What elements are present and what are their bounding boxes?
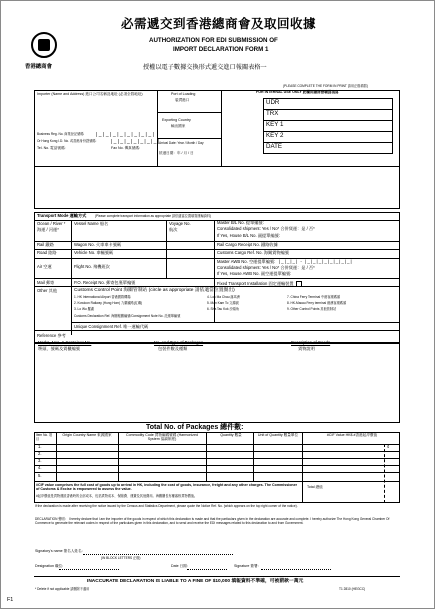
col-cif-value: #CIF Value HK$ #香港起岸價值 [326, 433, 378, 437]
cif-note-zh: #起岸價值是貨物運抵香港時的全部成本，包括貨物成本、保險費、運費及其他費用。海關關長有權審核貨物價值。 [36, 494, 198, 498]
rail-label: Rail 鐵路 [37, 242, 54, 247]
house-bl-label: If Yes, House B/L No. 副提單編號: [217, 233, 280, 238]
control-point-7[interactable]: 7. China Ferry Terminal 中港客運碼頭 [287, 295, 341, 299]
signature-field[interactable] [261, 569, 331, 570]
vehicle-label: Vehicle No. 車輛號碼 [74, 250, 114, 255]
table-row[interactable]: 3. [38, 458, 42, 463]
br-field[interactable]: |_|_|_|_|_|_|_|_| [96, 132, 156, 138]
master-awb-label: Master AWB No. 空運提單編號: [217, 259, 276, 264]
title-en-2: IMPORT DECLARATION FORM 1 [173, 46, 269, 53]
importer-label: Importer (Name and Address) 進口公司名稱及地址 (必須全寫地址) [37, 92, 143, 96]
master-awb-field[interactable]: |_|_|_| - |_|_|_|_|_|_|_|_| [279, 259, 353, 264]
internal-field-date: DATE [266, 143, 283, 150]
col-unit-of-quantity: Unit of Quantity 數量單位 [257, 433, 299, 437]
fixed-transport-label: Fixed Transport Installation 固定運輸裝置 [217, 281, 302, 287]
tel-label: Tel. No. 電話號碼: [37, 146, 66, 150]
cents-mark: ¢ [387, 444, 390, 449]
other-label: Other 其他 [37, 288, 58, 293]
transport-title: Transport Mode 運輸方式 [37, 213, 87, 218]
signature-label: Signature 簽署: [234, 564, 259, 568]
ocean-zh: 海運 / 河運* [37, 227, 59, 232]
date-field[interactable] [187, 569, 227, 570]
org-name: 香港總商會 [25, 64, 52, 70]
ocean-label: Ocean / River * [37, 221, 66, 226]
table-row[interactable]: 2. [38, 451, 42, 456]
fax-label: Fax No. 傳真號碼: [111, 146, 140, 150]
vessel-name-label: Vessel Name 船名 [74, 221, 109, 226]
voyage-label: Voyage No. [169, 221, 191, 226]
col-commodity-code: Commodity Code 貨物編碼號碼 (Harmonized System 協調制度) [126, 433, 198, 442]
declaration-text: DECLARATION 聲明： I hereby declare that I am the importer of the goods in respect of which this declaration is made and that the particulars given in the declaration are accurate and complete. I hereby authorize The Hong Kong General Chamber Of Commerce to generate the relevant codes in respect of the particulars given in this declaration, and to send and receive the EDI messages related to this declaration to and from Government. [35, 517, 390, 525]
rail-cargo-label: Rail Cargo Receipt No. 鐵路收據 [217, 242, 278, 247]
customs-cargo-label: Customs Cargo Ref. No. 海關貨物編號 [217, 250, 289, 255]
designation-field[interactable] [59, 569, 119, 570]
col-origin-country: Origin Country Name 來源國家 [62, 433, 112, 437]
control-point-label: Customs Control Point 海關管制站 (circle as appropriate 請依適當位置圈出) [74, 288, 235, 293]
print-instruction: (PLEASE COMPLETE THE FORM IN PRINT 請用正楷填寫) [283, 84, 368, 88]
br-label: Business Reg. No. 商業登記號碼: [37, 132, 85, 136]
internal-field-udr: UDR [266, 99, 280, 106]
signatory-name-label: Signatory's name 簽名人姓名: [35, 549, 83, 553]
road-label: Road 陸路 [37, 250, 57, 255]
exporting-country-zh: 輸出國家 [171, 124, 186, 128]
delete-note: * Delete if not applicable 請刪除不適用 [35, 587, 90, 591]
control-point-2[interactable]: 2. Kowloon Railway (Hung Hom) 九廣鐵路(紅磡) [74, 301, 143, 305]
consolidated-sea: Consolidated shipment: Yes / No* 合併貨運：是 / 否* [217, 226, 315, 231]
internal-field-trx: TRX [266, 110, 279, 117]
ucr-label: Unique Consignment Ref. 唯一運輸代碼 [74, 324, 149, 329]
table-row[interactable]: 5. [38, 473, 42, 478]
col-item-no: Item No. 項目 [36, 433, 53, 441]
packages-label: No. and Type of Packages [154, 340, 204, 345]
arrival-date-label: Arrival Date: Year / Month / Day [159, 141, 204, 145]
title-en-1: AUTHORIZATION FOR EDI SUBMISSION OF [149, 37, 278, 44]
reference-label: Reference 參考 [37, 333, 66, 338]
internal-use-label: FOR INTERNAL USE ONLY 此欄由總商會職員填寫 [256, 90, 339, 94]
designation-label: Designation 職位: [35, 564, 64, 568]
control-point-5[interactable]: 5. Man Kam To 文錦渡 [207, 301, 239, 305]
table-row[interactable]: 4. [38, 465, 42, 470]
flight-label: Flight No. 飛機班次 [74, 264, 110, 269]
items-table [34, 432, 400, 503]
exporting-country-label: Exporting Country [162, 118, 191, 122]
internal-field-key2: KEY 2 [266, 132, 284, 139]
wagon-label: Wagon No. 火車車卡號碼 [74, 242, 122, 247]
hkid-label: Or Hong Kong I.D. No. 或香港身份證號碼: [37, 139, 97, 143]
customs-declaration-ref: Customs Declaration Ref. 海關報關編號/Consignment Note No. 託運單編號 [74, 314, 181, 318]
control-point-6[interactable]: 6. Sha Tau Kok 沙頭角 [207, 307, 240, 311]
control-point-3[interactable]: 3. Lo Wu 羅湖 [74, 307, 94, 311]
goods-description-zh: 貨物說明 [298, 346, 315, 351]
col-quantity: Quantity 數量 [220, 433, 242, 437]
mail-label: Mail 郵寄 [37, 280, 55, 285]
inaccurate-declaration-warning: INACCURATE DECLARATION IS LIABLE TO A FINE OF $10,000 填報資料不準確，可被罰款一萬元 [87, 579, 304, 584]
marks-zh: 嘜頭、號碼及貨櫃編號 [38, 346, 80, 351]
air-label: Air 空運 [37, 264, 52, 269]
port-loading-zh: 裝貨港口 [175, 98, 190, 102]
block-letters-note: (IN BLOCK LETTERS 正楷) [101, 556, 141, 560]
table-row[interactable]: 1. [38, 444, 42, 449]
port-loading-label: Port of Loading [171, 92, 196, 96]
marks-label: Marks, Nos. & Container No. [38, 340, 92, 345]
house-awb-label: If Yes, House AWB No. 副空運提單編號: [217, 271, 292, 276]
hkid-field[interactable]: |_|_|_|_|_|_|_| [111, 139, 161, 145]
control-point-4[interactable]: 4. Lok Ma Chau 落馬洲 [207, 295, 240, 299]
form-id: F1 [7, 597, 14, 603]
subtitle-zh: 授權以電子數據交換形式遞交進口報關表格一 [143, 64, 267, 71]
total-value-label: Total 總值 [307, 485, 323, 489]
title-zh: 必需遞交到香港總商會及取回收據 [121, 17, 317, 31]
arrival-date-zh: 抵港日期：年 / 月 / 日 [159, 151, 194, 155]
form-code: T1 2810 (HEGCC) [339, 587, 366, 591]
voyage-zh: 航次 [169, 227, 178, 232]
master-bl-label: Master B/L No. 提單編號: [217, 220, 264, 225]
goods-description-label: Description of Goods [291, 340, 331, 345]
census-note: If the declaration is made after receiving the notice issued by the Census and Statistics Department, please quote the Notice Ref. No. (which appears on the top right corner of the notice). [35, 504, 298, 508]
cif-note: #CIF value comprises the full cost of goods up to arrival in HK, including the cost of goods, insurance, freight and any other charges. The Commissioner of Customs & Excise is empowered to assess the value. [36, 483, 297, 492]
date-label: Date 日期: [171, 564, 188, 568]
consolidated-air: Consolidated shipment: Yes / No* 合併貨運：是 / 否* [217, 265, 315, 270]
control-point-9[interactable]: 9. Other Control Points 其他管制站 [287, 307, 337, 311]
control-point-1[interactable]: 1. HK International Airport 香港國際機場 [74, 295, 131, 299]
total-packages-label: Total No. of Packages 總件數: [146, 424, 244, 431]
transport-note: (Please complete transport information as appropriate 請依適當位置填寫運輸資料) [95, 214, 212, 218]
control-point-8[interactable]: 8. HK-Macau Ferry terminal 港澳客運碼頭 [287, 301, 347, 305]
chamber-logo-icon [27, 32, 61, 62]
signatory-name-field[interactable] [83, 554, 233, 555]
internal-field-key1: KEY 1 [266, 121, 284, 128]
packages-zh: 包裝件數及種類 [158, 346, 188, 351]
po-receipt-label: P.O. Receipt No. 郵寄包裹單編號 [74, 280, 136, 285]
